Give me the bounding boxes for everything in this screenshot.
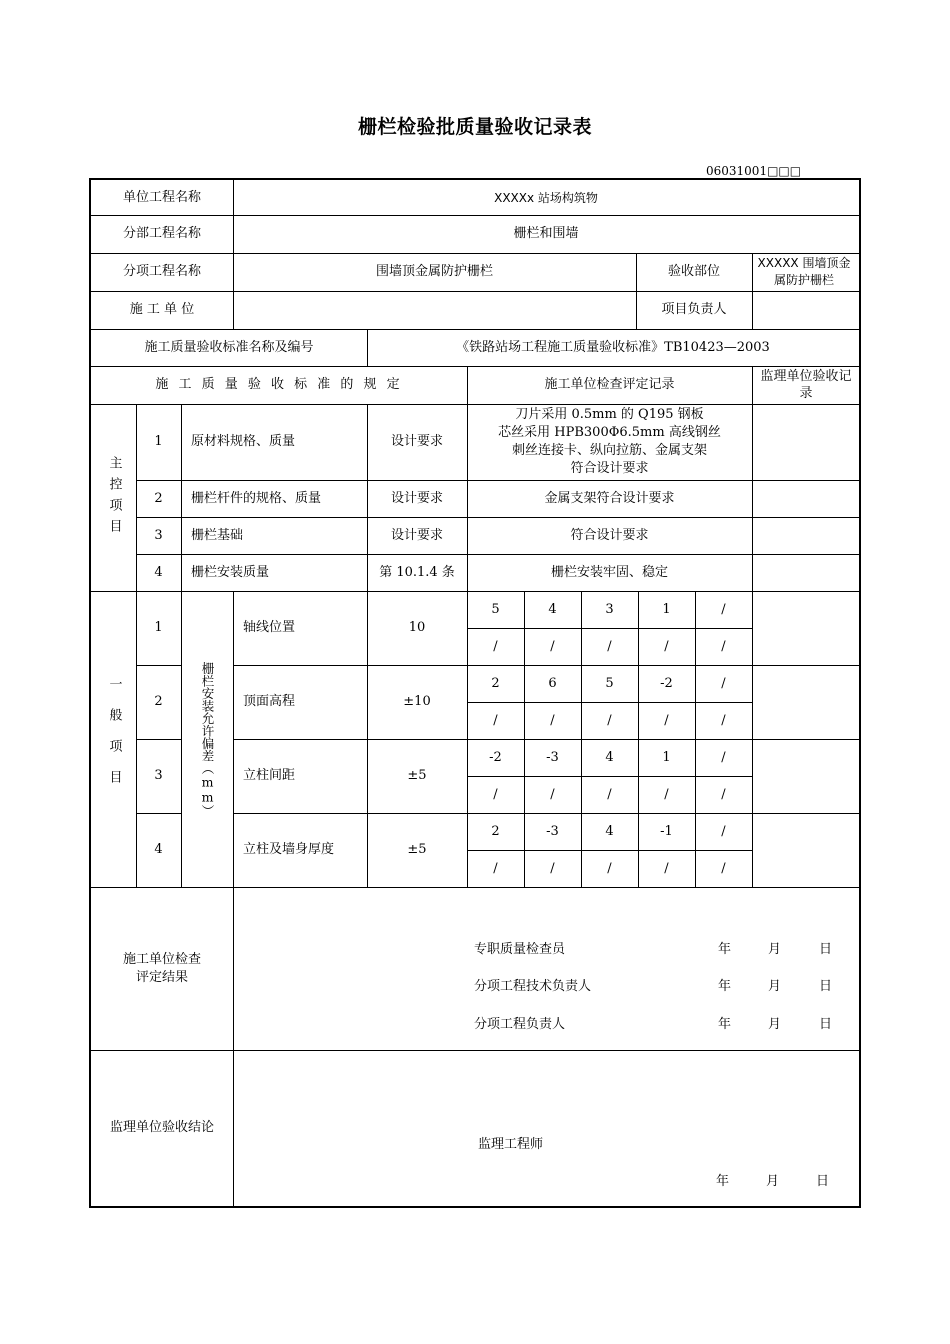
main-row-record: 栅栏安装牢固、稳定 [550, 564, 668, 580]
project-manager-label: 项目负责人 [661, 302, 727, 317]
general-row-item: 立柱及墙身厚度 [243, 842, 335, 857]
measure-cell: / [721, 675, 726, 691]
unit-project-value: XXXXx 站场构筑物 [494, 190, 598, 205]
signer-project-lead: 分项工程负责人 [474, 1017, 566, 1032]
measure-cell: 2 [491, 823, 500, 839]
date-month: 月 [766, 1174, 780, 1189]
date-day: 日 [819, 979, 833, 994]
date-day: 日 [819, 942, 833, 957]
date-year: 年 [718, 942, 732, 957]
measure-cell: / [721, 786, 726, 802]
measure-cell: 6 [548, 675, 557, 691]
general-row-no: 3 [154, 768, 163, 783]
project-manager-value [752, 291, 859, 329]
main-row-no: 4 [154, 564, 163, 580]
measure-cell: / [721, 712, 726, 728]
tolerance-label: 栅栏安装允许偏差（mm） [200, 661, 215, 817]
main-row-requirement: 设计要求 [390, 490, 443, 506]
date-year: 年 [716, 1174, 730, 1189]
main-row-requirement: 第 10.1.4 条 [379, 564, 455, 580]
general-row-item: 轴线位置 [243, 620, 296, 635]
main-row-record: 符合设计要求 [570, 527, 649, 543]
measure-cell: / [664, 786, 669, 802]
date-day: 日 [816, 1174, 830, 1189]
measure-cell: / [550, 860, 555, 876]
measure-cell: -1 [660, 823, 673, 839]
item-project-label: 分项工程名称 [122, 264, 201, 279]
measure-cell: 5 [491, 601, 500, 617]
col-divider [233, 1050, 234, 1206]
record-table [89, 178, 861, 1208]
measure-cell: / [550, 786, 555, 802]
measure-cell: 4 [605, 749, 614, 765]
measure-cell: / [664, 860, 669, 876]
col-divider [752, 366, 753, 887]
measure-cell: 5 [605, 675, 614, 691]
signer-technical-lead: 分项工程技术负责人 [474, 979, 592, 994]
construction-result-label [91, 887, 233, 1050]
general-row-allowance: 10 [408, 620, 426, 635]
measure-cell: -3 [546, 823, 559, 839]
construction-unit-label: 施 工 单 位 [129, 302, 195, 317]
measure-cell: / [493, 860, 498, 876]
date-month: 月 [768, 942, 782, 957]
measure-cell: / [493, 712, 498, 728]
main-control-label: 主控项目 [106, 455, 122, 540]
main-row-no: 1 [154, 434, 163, 449]
measure-cell: / [607, 860, 612, 876]
measure-cell: / [721, 749, 726, 765]
main-row-item: 栅栏基础 [191, 528, 244, 543]
measure-cell: / [607, 638, 612, 654]
general-row-allowance: ±5 [407, 842, 427, 857]
sub-project-label: 分部工程名称 [122, 226, 201, 241]
record-line: 刺丝连接卡、纵向拉筋、金属支架 [511, 443, 707, 458]
main-row-no: 2 [154, 490, 163, 506]
signer-quality-inspector: 专职质量检查员 [474, 942, 566, 957]
record-line: 刀片采用 0.5mm 的 Q195 钢板 [515, 407, 704, 422]
record-line: 符合设计要求 [570, 461, 649, 476]
acceptance-part-label: 验收部位 [667, 264, 720, 279]
measure-cell: / [721, 601, 726, 617]
measure-cell: / [550, 638, 555, 654]
general-items-label: 一般项目 [106, 677, 122, 801]
measure-cell: -2 [660, 675, 673, 691]
standard-value: 《铁路站场工程施工质量验收标准》TB10423—2003 [456, 339, 770, 355]
measure-cell: 2 [491, 675, 500, 691]
label-line: 施工单位检查 [122, 951, 201, 967]
measure-cell: -3 [546, 749, 559, 765]
measure-cell: 1 [662, 749, 671, 765]
measure-cell: 1 [662, 601, 671, 617]
item-project-value: 围墙顶金属防护栅栏 [375, 264, 493, 279]
main-row-requirement: 设计要求 [390, 434, 443, 449]
signer-supervising-engineer: 监理工程师 [478, 1137, 544, 1152]
general-row-allowance: ±10 [403, 694, 431, 709]
record-line: 芯丝采用 HPB300Φ6.5mm 高线钢丝 [498, 425, 721, 440]
spec-column-header: 施 工 质 量 验 收 标 准 的 规 定 [155, 377, 403, 392]
page-title: 栅栏检验批质量验收记录表 [357, 116, 592, 138]
measure-cell: / [493, 638, 498, 654]
supervision-result-label: 监理单位验收结论 [109, 1120, 214, 1135]
date-month: 月 [768, 979, 782, 994]
construction-unit-value [233, 291, 636, 329]
measure-cell: 4 [605, 823, 614, 839]
main-row-item: 栅栏杆件的规格、质量 [191, 491, 322, 506]
general-row-no: 4 [154, 842, 163, 857]
measure-cell: 4 [548, 601, 557, 617]
measure-cell: / [664, 712, 669, 728]
date-year: 年 [718, 979, 732, 994]
measure-cell: / [493, 786, 498, 802]
general-row-allowance: ±5 [407, 768, 427, 783]
date-day: 日 [819, 1017, 833, 1032]
general-row-item: 顶面高程 [243, 694, 296, 709]
col-divider [233, 591, 234, 1050]
main-row-item: 原材料规格、质量 [191, 434, 296, 449]
date-year: 年 [718, 1017, 732, 1032]
label-line: 评定结果 [135, 969, 188, 985]
measure-cell: -2 [489, 749, 502, 765]
general-row-no: 2 [154, 694, 163, 709]
measure-cell: / [607, 786, 612, 802]
measure-cell: / [664, 638, 669, 654]
record-column-header: 施工单位检查评定记录 [544, 377, 675, 392]
measure-cell: 3 [605, 601, 614, 617]
measure-cell: / [721, 638, 726, 654]
standard-label: 施工质量验收标准名称及编号 [144, 339, 314, 355]
main-row-record [467, 404, 752, 480]
measure-cell: / [721, 860, 726, 876]
measure-cell: / [607, 712, 612, 728]
unit-project-label: 单位工程名称 [122, 189, 201, 205]
acceptance-part-value: XXXXX 围墙顶金属防护栅栏 [757, 256, 851, 287]
general-row-no: 1 [154, 620, 163, 635]
general-row-item: 立柱间距 [243, 768, 296, 783]
measure-cell: / [550, 712, 555, 728]
date-month: 月 [768, 1017, 782, 1032]
supervision-column-header: 监理单位验收记录 [760, 369, 852, 401]
form-code: 06031001□□□ [706, 164, 802, 178]
sub-project-value: 栅栏和围墙 [513, 226, 579, 241]
main-row-no: 3 [154, 527, 163, 543]
main-row-item: 栅栏安装质量 [191, 565, 270, 580]
main-row-requirement: 设计要求 [390, 527, 443, 543]
main-row-record: 金属支架符合设计要求 [544, 490, 675, 506]
measure-cell: / [721, 823, 726, 839]
